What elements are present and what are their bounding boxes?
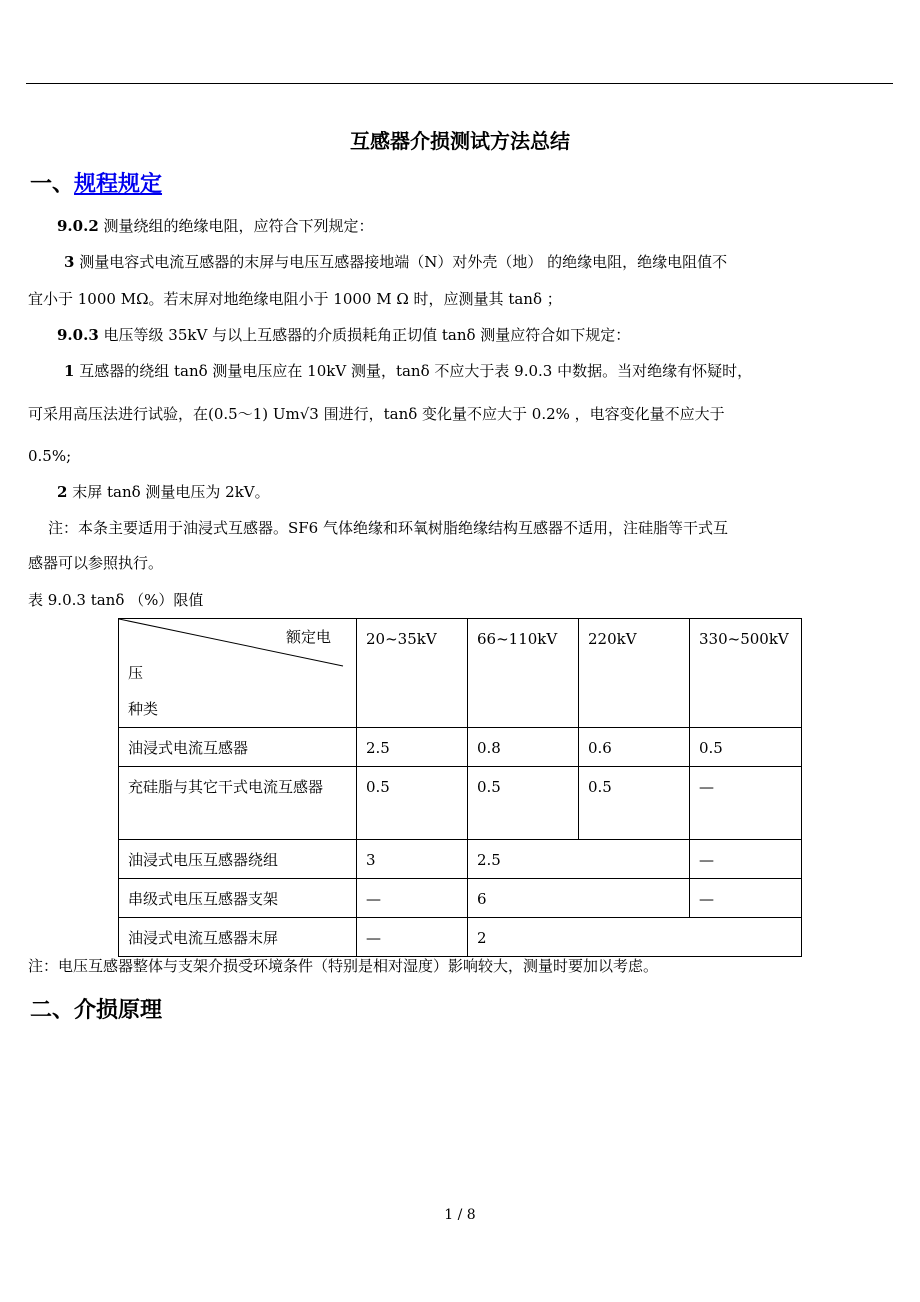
item-text: 测量电容式电流互感器的末屏与电压互感器接地端（N）对外壳（地） 的绝缘电阻，绝缘电阻值不: [74, 253, 728, 271]
table-cell: 0.5: [690, 728, 802, 767]
corner-label-mid: 压: [128, 664, 144, 682]
corner-label-top: 额定电: [285, 628, 331, 646]
table-row: [119, 879, 802, 918]
paragraph-item-3: [64, 252, 727, 272]
paragraph-line: 可采用高压法进行试验，在(0.5～1) Um√3 围进行，tanδ 变化量不应大于 0.2% ，电容变化量不应大于: [28, 405, 725, 423]
paragraph-line: 0.5%;: [28, 447, 72, 465]
note-line: 注：本条主要适用于油浸式互感器。SF6 气体绝缘和环氧树脂绝缘结构互感器不适用，注硅脂等干式互: [48, 519, 728, 537]
column-header: 220kV: [579, 619, 690, 728]
item-text: 互感器的绕组 tanδ 测量电压应在 10kV 测量，tanδ 不应大于表 9.0.3 中数据。当对绝缘有怀疑时，: [74, 362, 753, 380]
table-cell: 6: [468, 879, 690, 918]
table-cell: 0.5: [357, 767, 468, 840]
table-cell: 0.6: [579, 728, 690, 767]
paragraph-item-1: [64, 361, 752, 381]
row-label: 油浸式电压互感器绕组: [119, 840, 357, 879]
page-number: 1 / 8: [444, 1207, 476, 1223]
table-caption: 表 9.0.3 tanδ （%）限值: [28, 591, 204, 609]
table-cell: 2.5: [468, 840, 690, 879]
table-row: [119, 840, 802, 879]
column-header: 66~110kV: [468, 619, 579, 728]
section-link[interactable]: 规程规定: [74, 171, 163, 197]
column-header: 20~35kV: [357, 619, 468, 728]
table-header-row: [119, 619, 802, 728]
item-number: 3: [64, 253, 75, 271]
column-header: 330~500kV: [690, 619, 802, 728]
table-cell: 3: [357, 840, 468, 879]
row-label: 油浸式电流互感器末屏: [119, 918, 357, 957]
table-cell: 2: [468, 918, 802, 957]
clause-text: 测量绕组的绝缘电阻，应符合下列规定：: [98, 217, 374, 235]
paragraph-9-0-3: [57, 325, 630, 345]
note-line: 感器可以参照执行。: [28, 554, 164, 572]
table-cell: 2.5: [357, 728, 468, 767]
table-cell: 0.5: [468, 767, 579, 840]
paragraph-line: 宜小于 1000 MΩ。若末屏对地绝缘电阻小于 1000 M Ω 时，应测量其 tanδ ；: [28, 290, 562, 308]
header-rule: [26, 83, 893, 84]
paragraph-9-0-2: [57, 216, 374, 236]
row-label: 串级式电压互感器支架: [119, 879, 357, 918]
clause-text: 电压等级 35kV 与以上互感器的介质损耗角正切值 tanδ 测量应符合如下规定：: [98, 326, 631, 344]
corner-label-bottom: 种类: [128, 700, 159, 718]
table-row: [119, 728, 802, 767]
table-row: [119, 767, 802, 840]
paragraph-item-2: [57, 482, 270, 502]
section-heading-1: [30, 170, 162, 198]
table-row: [119, 918, 802, 957]
table-cell: —: [690, 879, 802, 918]
item-text: 末屏 tanδ 测量电压为 2kV。: [67, 483, 270, 501]
table-note: 注：电压互感器整体与支架介损受环境条件（特别是相对湿度）影响较大，测量时要加以考虑。: [28, 957, 659, 975]
table-cell: —: [690, 767, 802, 840]
section-heading-2: 二、介损原理: [30, 997, 163, 1023]
corner-header-cell: [119, 619, 357, 728]
item-number: 1: [64, 362, 75, 380]
table-cell: —: [690, 840, 802, 879]
row-label: 充硅脂与其它干式电流互感器: [119, 767, 357, 840]
table-cell: —: [357, 879, 468, 918]
table-cell: —: [357, 918, 468, 957]
table-cell: 0.5: [579, 767, 690, 840]
table-cell: 0.8: [468, 728, 579, 767]
section-number: 一、: [30, 171, 75, 197]
clause-number: 9.0.3: [57, 326, 99, 344]
row-label: 油浸式电流互感器: [119, 728, 357, 767]
tan-delta-limit-table: [118, 618, 802, 957]
clause-number: 9.0.2: [57, 217, 99, 235]
document-title: 互感器介损测试方法总结: [350, 129, 570, 153]
item-number: 2: [57, 483, 68, 501]
